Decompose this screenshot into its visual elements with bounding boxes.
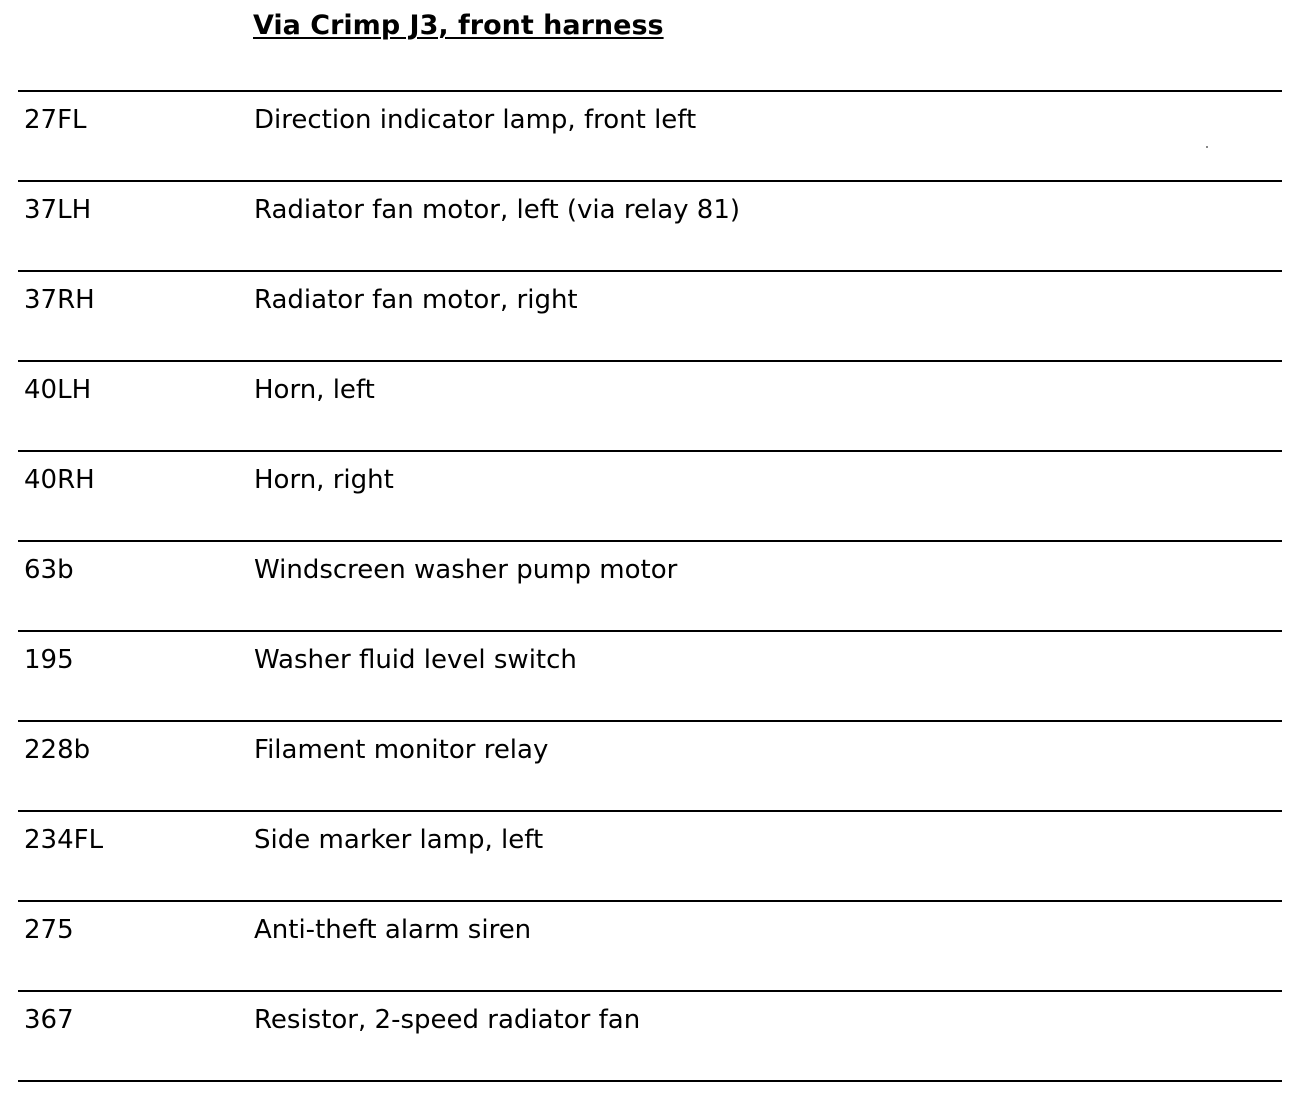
table-row — [18, 810, 1282, 900]
component-description: Windscreen washer pump motor — [254, 555, 678, 585]
component-description: Side marker lamp, left — [254, 825, 544, 855]
component-description: Filament monitor relay — [254, 735, 549, 765]
component-code: 37RH — [24, 285, 95, 315]
table-row — [18, 180, 1282, 270]
component-description: Radiator fan motor, left (via relay 81) — [254, 195, 741, 225]
table-row — [18, 720, 1282, 810]
table-heading: Via Crimp J3, front harness — [253, 10, 664, 41]
component-description: Anti-theft alarm siren — [254, 915, 532, 945]
table-row — [18, 450, 1282, 540]
table-row — [18, 990, 1282, 1082]
scan-speck — [1206, 146, 1208, 148]
table-row — [18, 90, 1282, 180]
component-description: Horn, left — [254, 375, 375, 405]
component-description: Horn, right — [254, 465, 394, 495]
component-code: 40LH — [24, 375, 92, 405]
component-code: 234FL — [24, 825, 104, 855]
component-description: Resistor, 2-speed radiator fan — [254, 1005, 641, 1035]
component-code: 27FL — [24, 105, 87, 135]
table-row — [18, 360, 1282, 450]
table-row — [18, 630, 1282, 720]
component-code: 228b — [24, 735, 91, 765]
component-code: 40RH — [24, 465, 95, 495]
component-code: 275 — [24, 915, 74, 945]
component-description: Radiator fan motor, right — [254, 285, 578, 315]
component-code: 195 — [24, 645, 74, 675]
component-table — [18, 90, 1282, 1082]
component-code: 367 — [24, 1005, 74, 1035]
component-description: Direction indicator lamp, front left — [254, 105, 697, 135]
table-row — [18, 900, 1282, 990]
component-description: Washer fluid level switch — [254, 645, 577, 675]
component-code: 37LH — [24, 195, 92, 225]
table-row — [18, 540, 1282, 630]
component-code: 63b — [24, 555, 74, 585]
table-row — [18, 270, 1282, 360]
